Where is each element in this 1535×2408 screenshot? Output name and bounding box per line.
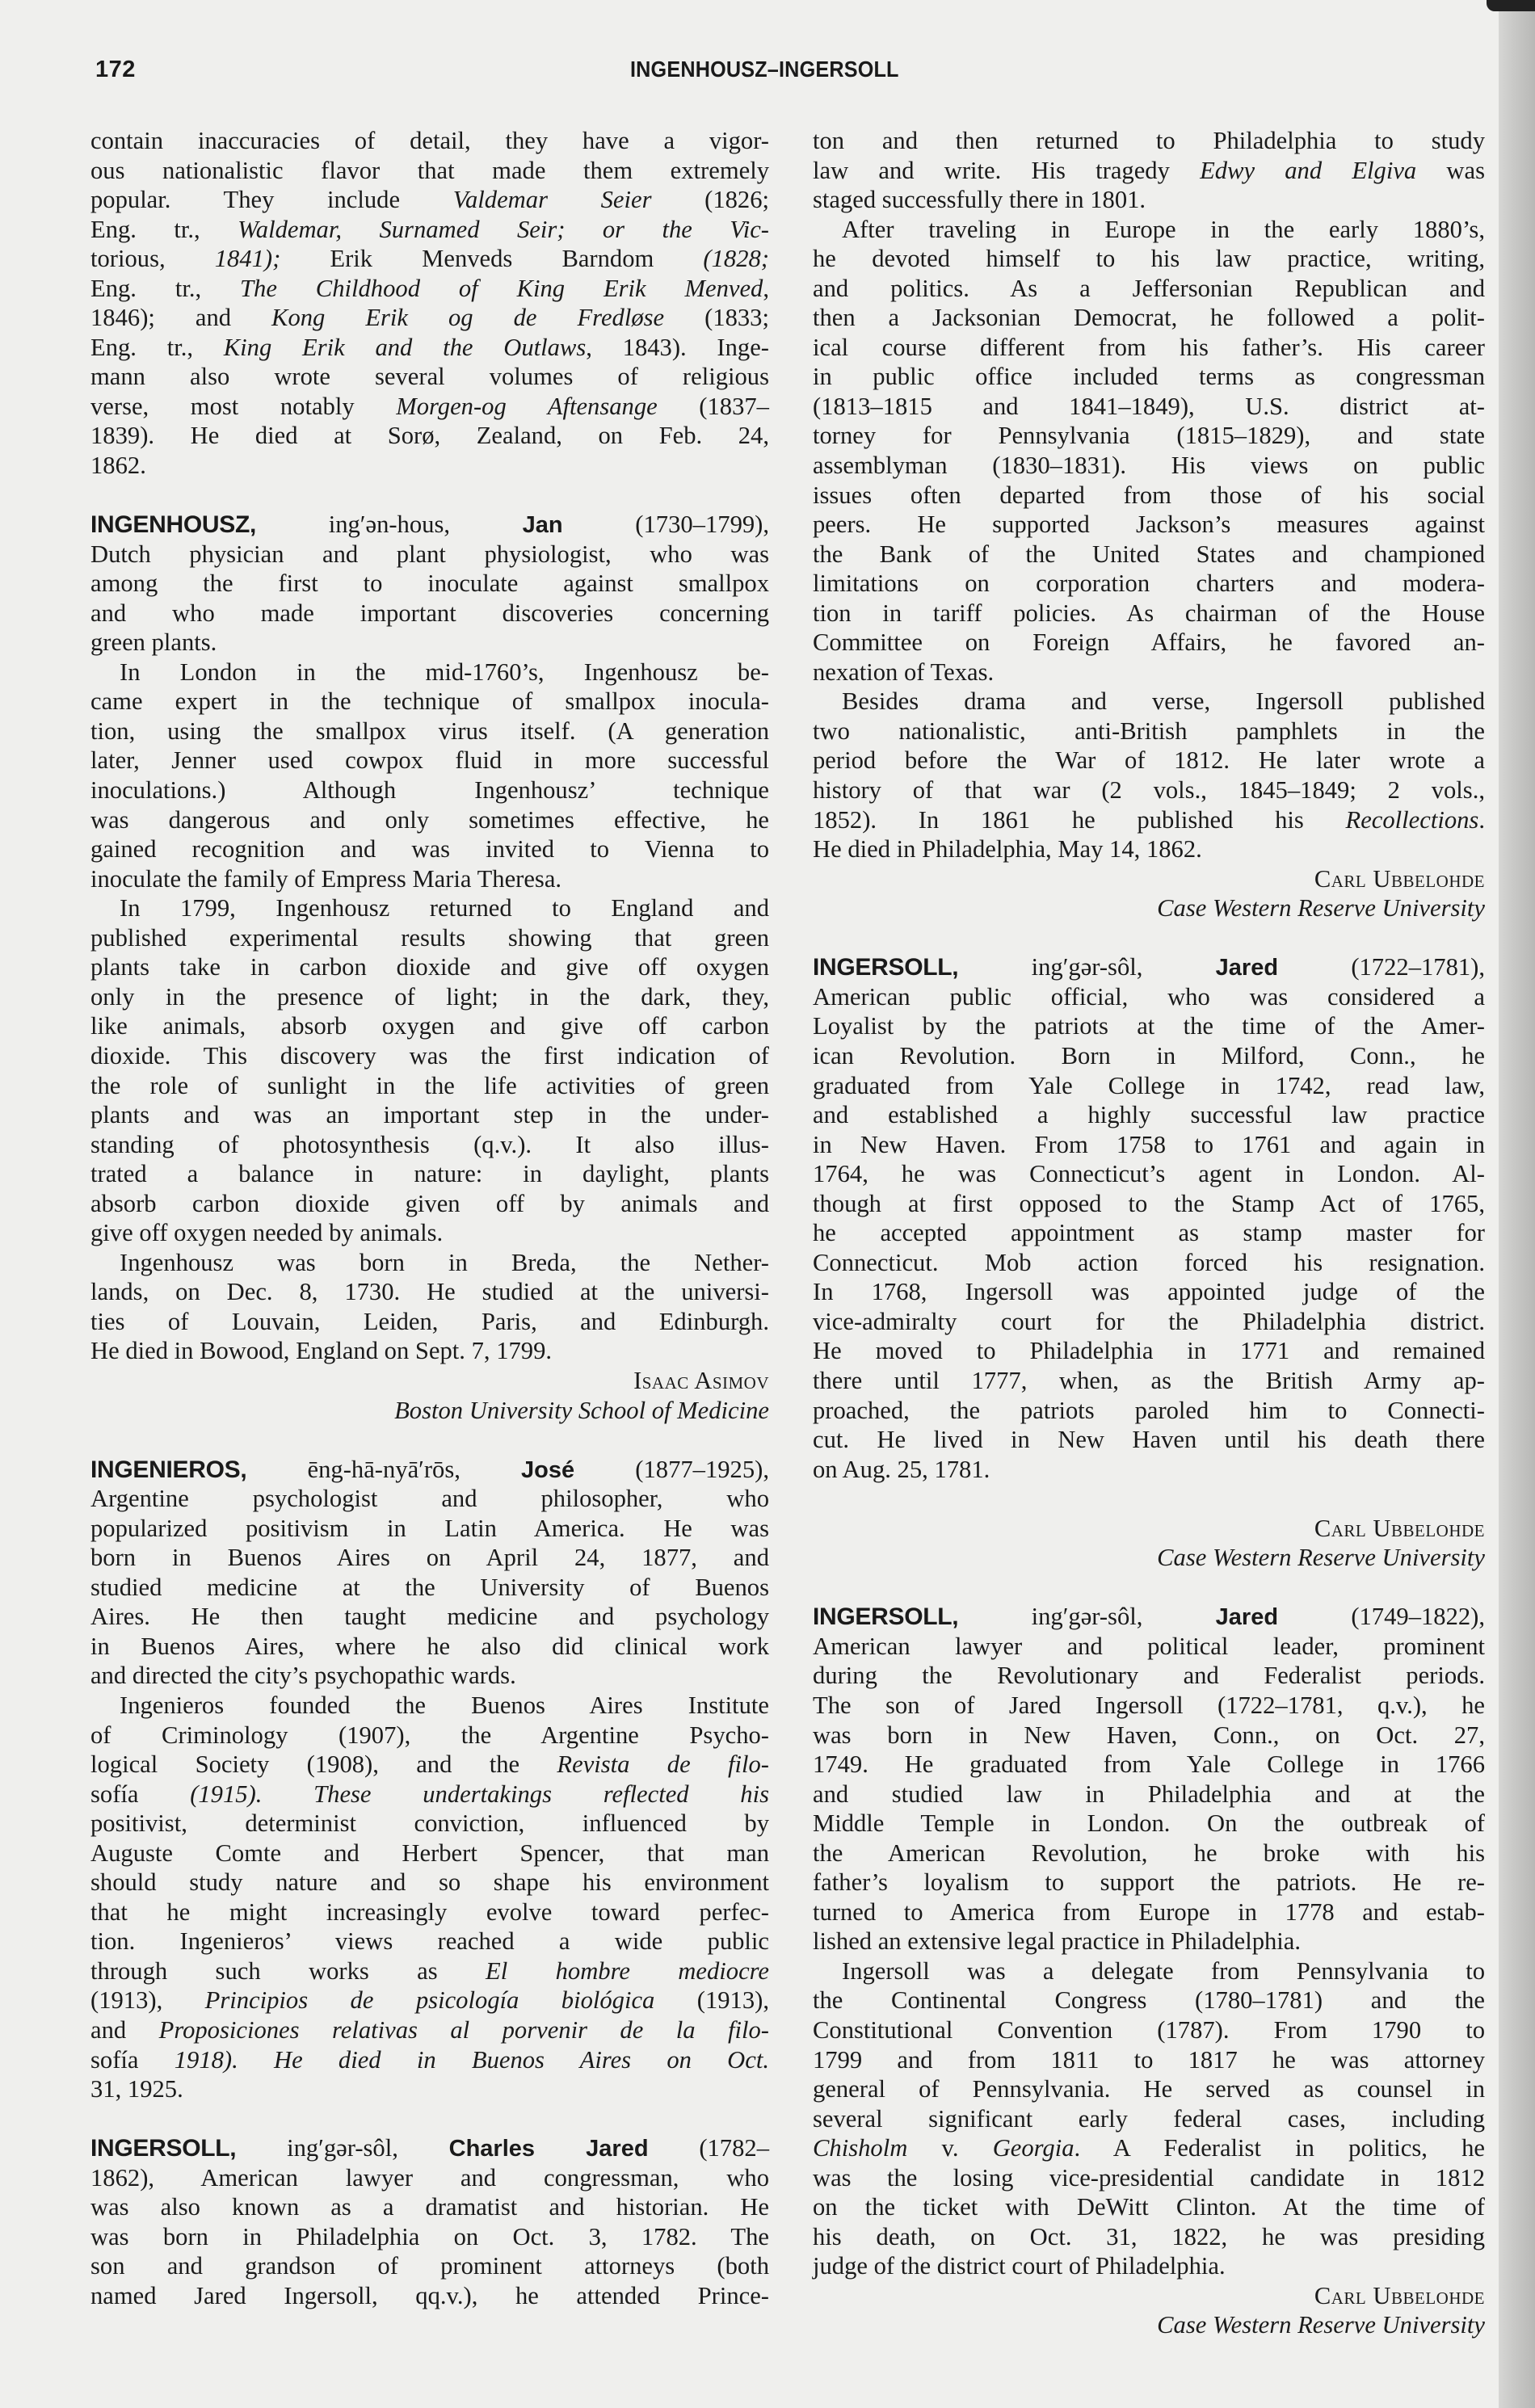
life-dates: (1782– — [699, 2134, 769, 2162]
given-name: Jared — [1215, 955, 1279, 981]
author-signature: Carl Ubbelohde — [1314, 864, 1485, 893]
pronunciation: ing′gər-sôl, — [287, 2134, 398, 2162]
life-dates: (1749–1822), — [1351, 1603, 1486, 1631]
text-line: plants and was an important step in the under- — [90, 1101, 769, 1129]
text-line: in New Haven. From 1758 to 1761 and again in — [813, 1130, 1485, 1158]
headword: INGENIEROS, — [90, 1456, 247, 1483]
text-line: vice-admiralty court for the Philadelphia district. — [813, 1307, 1485, 1335]
life-dates: (1877–1925), — [635, 1455, 769, 1483]
text-line: ical course different from his father’s. His career — [813, 333, 1485, 361]
text-line: dioxide. This discovery was the first indication of — [90, 1041, 769, 1070]
text-line: son and grandson of prominent attorneys (both — [90, 2252, 769, 2280]
text-line: assemblyman (1830–1831). His views on public — [813, 452, 1485, 480]
text-line: American lawyer and political leader, prominent — [813, 1632, 1485, 1660]
text-line: lished an extensive legal practice in Philadelphia. — [813, 1927, 1302, 1956]
text-line: standing of photosynthesis (q.v.). It also illus- — [90, 1130, 769, 1158]
headword: INGERSOLL, — [813, 954, 959, 981]
text-line: should study nature and so shape his environment — [90, 1868, 769, 1897]
text-line: torious, 1841); Erik Menveds Barndom (1828; — [90, 245, 769, 273]
text-line: Ingersoll was a delegate from Pennsylvania to — [842, 1956, 1485, 1985]
text-line: period before the War of 1812. He later wrote a — [813, 746, 1485, 775]
text-line: like animals, absorb oxygen and give off carbon — [90, 1012, 769, 1040]
page-number: 172 — [95, 57, 136, 82]
text-line: (1813–1815 and 1841–1849), U.S. district at- — [813, 392, 1485, 420]
author-affiliation: Case Western Reserve University — [1157, 2311, 1485, 2339]
text-line: then a Jacksonian Democrat, he followed a polit- — [813, 304, 1485, 332]
text-line: the Continental Congress (1780–1781) and the — [813, 1986, 1485, 2015]
text-line: Eng. tr., Waldemar, Surnamed Seir; or the Vic- — [90, 215, 769, 243]
text-line: later, Jenner used cowpox fluid in more successful — [90, 746, 769, 775]
text-line: Argentine psychologist and philosopher, who — [90, 1485, 769, 1513]
life-dates: (1722–1781), — [1351, 953, 1486, 981]
text-line: the role of sunlight in the life activities of green — [90, 1071, 769, 1099]
text-line: father’s loyalism to support the patriots. He re- — [813, 1868, 1485, 1897]
text-line: Middle Temple in London. On the outbreak of — [813, 1809, 1485, 1838]
text-line: there until 1777, when, as the British Army ap- — [813, 1366, 1485, 1394]
given-name: Charles Jared — [448, 2136, 649, 2162]
text-line: in Buenos Aires, where he also did clinical work — [90, 1632, 769, 1660]
pronunciation: ēng-hā-nyā′rōs, — [307, 1455, 460, 1483]
text-line: 1846); and Kong Erik og de Fredløse (1833; — [90, 304, 769, 332]
text-line: Constitutional Convention (1787). From 1790 to — [813, 2016, 1485, 2044]
text-line: inoculate the family of Empress Maria Theresa. — [90, 864, 562, 893]
pronunciation: ing′gər-sôl, — [1031, 1603, 1143, 1631]
entry-header — [813, 1602, 1485, 1632]
text-line: mann also wrote several volumes of religious — [90, 363, 769, 391]
entry-ingenhousz — [90, 510, 769, 1425]
text-line: ton and then returned to Philadelphia to study — [813, 127, 1485, 154]
author-affiliation: Case Western Reserve University — [1157, 1544, 1485, 1572]
pronunciation: ing′ən-hous, — [328, 511, 450, 539]
text-line: the Bank of the United States and championed — [813, 540, 1485, 568]
entry-body — [90, 1484, 769, 2103]
entry-ingenieros — [90, 1455, 769, 2104]
text-line: 31, 1925. — [90, 2075, 183, 2103]
text-line: nexation of Texas. — [813, 658, 995, 686]
text-line: proached, the patriots paroled him to Connecti- — [813, 1396, 1485, 1424]
text-line: on the ticket with DeWitt Clinton. At the time of — [813, 2193, 1485, 2221]
pronunciation: ing′gər-sôl, — [1031, 953, 1143, 981]
text-line: Aires. He then taught medicine and psychology — [90, 1603, 769, 1631]
text-line: came expert in the technique of smallpox inocula- — [90, 687, 769, 716]
text-line: inoculations.) Although Ingenhousz’ technique — [90, 776, 769, 805]
text-line: peers. He supported Jackson’s measures against — [813, 511, 1485, 539]
text-line: several significant early federal cases, including — [813, 2104, 1485, 2133]
scan-corner-shadow — [1487, 0, 1535, 11]
text-line: Chisholm v. Georgia. A Federalist in politics, he — [813, 2134, 1485, 2162]
text-line: trated a balance in nature: in daylight, plants — [90, 1160, 769, 1188]
author-signature: Carl Ubbelohde — [1314, 1514, 1485, 1542]
entry-ingersoll-jared-1722 — [813, 952, 1485, 1572]
author-affiliation: Case Western Reserve University — [1157, 894, 1485, 922]
text-line: he accepted appointment as stamp master for — [813, 1219, 1485, 1247]
running-head-title: INGENHOUSZ–INGERSOLL — [630, 57, 899, 82]
text-line: law and write. His tragedy Edwy and Elgiva was — [813, 156, 1485, 184]
text-line: his death, on Oct. 31, 1822, he was presiding — [813, 2222, 1485, 2250]
text-line: lands, on Dec. 8, 1730. He studied at the universi- — [90, 1278, 769, 1306]
text-line: 1852). In 1861 he published his Recollections. — [813, 805, 1485, 834]
text-line: general of Pennsylvania. He served as counsel in — [813, 2075, 1485, 2103]
text-line: and studied law in Philadelphia and at the — [813, 1780, 1485, 1808]
book-gutter-shadow — [1499, 0, 1535, 2408]
life-dates: (1730–1799), — [635, 511, 769, 539]
text-line: Eng. tr., The Childhood of King Erik Menved, — [90, 274, 769, 302]
text-line: was born in New Haven, Conn., on Oct. 27, — [813, 1721, 1485, 1749]
text-line: He died in Bowood, England on Sept. 7, 1799. — [90, 1337, 553, 1365]
entry-header — [90, 2133, 769, 2163]
text-line: Auguste Comte and Herbert Spencer, that man — [90, 1839, 769, 1867]
entry-header — [90, 510, 769, 540]
entry-ingersoll-jared-1749 — [813, 1602, 1485, 2340]
text-line: limitations on corporation charters and modera- — [813, 569, 1485, 598]
text-line: Besides drama and verse, Ingersoll published — [842, 687, 1485, 716]
text-line: Ingenieros founded the Buenos Aires Institute — [120, 1691, 769, 1719]
text-line: American public official, who was considered a — [813, 982, 1485, 1011]
text-line: issues often departed from those of his social — [813, 481, 1485, 509]
text-line: tion in tariff policies. As chairman of the House — [813, 599, 1485, 627]
text-line: in public office included terms as congressman — [813, 363, 1485, 391]
text-line: popularized positivism in Latin America. He was — [90, 1514, 769, 1542]
text-line: through such works as El hombre mediocre — [90, 1956, 769, 1985]
running-head — [95, 57, 1462, 89]
text-line: plants take in carbon dioxide and give off oxygen — [90, 953, 769, 981]
text-line: and politics. As a Jeffersonian Republican and — [813, 274, 1485, 302]
headword: INGERSOLL, — [813, 1603, 959, 1631]
entry-body — [90, 2163, 769, 2311]
text-line: studied medicine at the University of Buenos — [90, 1573, 769, 1601]
text-line: sofía (1915). These undertakings reflected his — [90, 1780, 769, 1808]
text-line: He moved to Philadelphia in 1771 and remained — [813, 1337, 1485, 1365]
entry-ingersoll-charles-jared-continued — [813, 126, 1485, 923]
text-line: Loyalist by the patriots at the time of the Amer- — [813, 1012, 1485, 1040]
author-signature: Carl Ubbelohde — [1314, 2281, 1485, 2309]
text-line: He died in Philadelphia, May 14, 1862. — [813, 835, 1202, 864]
author-signature: Isaac Asimov — [633, 1366, 769, 1394]
text-line: In 1768, Ingersoll was appointed judge of the — [813, 1278, 1485, 1306]
text-line: that he might increasingly evolve toward perfec- — [90, 1897, 769, 1926]
text-line: was the losing vice-presidential candidate in 1812 — [813, 2163, 1485, 2192]
continued-entry — [90, 126, 769, 481]
text-line: two nationalistic, anti-British pamphlets in the — [813, 717, 1485, 745]
headword: INGENHOUSZ, — [90, 511, 257, 539]
text-line: sofía 1918). He died in Buenos Aires on Oct. — [90, 2045, 769, 2074]
text-line: tion. Ingenieros’ views reached a wide public — [90, 1927, 769, 1956]
text-line: verse, most notably Morgen-og Aftensange (1837– — [90, 392, 769, 420]
text-line: 1799 and from 1811 to 1817 he was attorney — [813, 2045, 1485, 2074]
text-line: 1839). He died at Sorø, Zealand, on Feb. 24, — [90, 422, 769, 450]
text-line: give off oxygen needed by animals. — [90, 1219, 444, 1247]
text-line: and Proposiciones relativas al porvenir de la filo- — [90, 2016, 769, 2044]
text-line: ties of Louvain, Leiden, Paris, and Edinburgh. — [90, 1307, 769, 1335]
headword: INGERSOLL, — [90, 2135, 237, 2162]
given-name: Jared — [1215, 1604, 1279, 1631]
text-line: popular. They include Valdemar Seier (1826; — [90, 186, 770, 214]
given-name: Jan — [522, 512, 563, 539]
text-line: during the Revolutionary and Federalist periods. — [813, 1662, 1485, 1690]
text-line: staged successfully there in 1801. — [813, 186, 1146, 214]
text-line: In London in the mid-1760’s, Ingenhousz be- — [120, 658, 769, 686]
text-line: only in the presence of light; in the dark, they, — [90, 982, 769, 1011]
text-line: and directed the city’s psychopathic wards. — [90, 1662, 516, 1690]
text-line: 1862), American lawyer and congressman, who — [90, 2163, 769, 2192]
text-line: he devoted himself to his law practice, writing, — [813, 245, 1485, 273]
text-line: Committee on Foreign Affairs, he favored an- — [813, 628, 1485, 657]
text-line: 1862. — [90, 452, 146, 480]
entry-body — [813, 1632, 1485, 2281]
entry-body — [813, 982, 1485, 1484]
given-name: José — [521, 1456, 575, 1483]
text-line: among the first to inoculate against smallpox — [90, 569, 769, 598]
text-line: ous nationalistic flavor that made them extremely — [90, 156, 769, 184]
text-line: absorb carbon dioxide given off by animals and — [90, 1189, 769, 1217]
text-line: tion, using the smallpox virus itself. (A generation — [90, 717, 769, 745]
entry-body — [813, 126, 1485, 864]
text-line: judge of the district court of Philadelphia. — [813, 2252, 1226, 2280]
text-line: positivist, determinist conviction, influenced by — [90, 1809, 769, 1838]
text-line: (1913), Principios de psicología biológica (1913), — [90, 1986, 769, 2015]
text-line: cut. He lived in New Haven until his death there — [813, 1426, 1485, 1454]
entry-header — [90, 1455, 769, 1485]
entry-ingersoll-charles-jared — [90, 2133, 769, 2310]
text-line: 1764, he was Connecticut’s agent in London. Al- — [813, 1160, 1485, 1188]
text-line: gained recognition and was invited to Vienna to — [90, 835, 769, 864]
text-line: though at first opposed to the Stamp Act of 1765, — [813, 1189, 1485, 1217]
text-line: history of that war (2 vols., 1845–1849; 2 vols., — [813, 776, 1485, 805]
text-line: In 1799, Ingenhousz returned to England and — [120, 894, 769, 922]
text-line: the American Revolution, he broke with his — [813, 1839, 1485, 1867]
text-line: and established a highly successful law practice — [813, 1101, 1485, 1129]
text-line: graduated from Yale College in 1742, read law, — [813, 1071, 1485, 1099]
text-line: ican Revolution. Born in Milford, Conn., he — [813, 1041, 1485, 1070]
text-line: turned to America from Europe in 1778 and estab- — [813, 1897, 1485, 1926]
text-line: of Criminology (1907), the Argentine Psycho- — [90, 1721, 769, 1749]
text-line: was dangerous and only sometimes effective, he — [90, 805, 769, 834]
text-line: The son of Jared Ingersoll (1722–1781, q.v.), he — [813, 1691, 1485, 1719]
text-line: Dutch physician and plant physiologist, who was — [90, 540, 769, 568]
entry-header — [813, 952, 1485, 982]
text-line: was born in Philadelphia on Oct. 3, 1782. The — [90, 2222, 769, 2250]
text-line: Ingenhousz was born in Breda, the Nether- — [120, 1248, 769, 1276]
text-line: born in Buenos Aires on April 24, 1877, and — [90, 1544, 769, 1572]
author-affiliation: Boston University School of Medicine — [394, 1396, 769, 1424]
text-line: logical Society (1908), and the Revista de filo- — [90, 1750, 769, 1779]
text-line: After traveling in Europe in the early 1880’s, — [842, 215, 1485, 243]
entry-body — [90, 540, 769, 1366]
text-line: 1749. He graduated from Yale College in 1766 — [813, 1750, 1485, 1779]
text-line: named Jared Ingersoll, qq.v.), he attended Prince- — [90, 2281, 769, 2309]
text-line: was also known as a dramatist and historian. He — [90, 2193, 769, 2221]
right-column — [813, 126, 1485, 2340]
text-line: and who made important discoveries concerning — [90, 599, 769, 627]
text-line: green plants. — [90, 628, 217, 657]
text-line: Connecticut. Mob action forced his resignation. — [813, 1248, 1485, 1276]
text-line: torney for Pennsylvania (1815–1829), and state — [813, 422, 1485, 450]
text-line: Eng. tr., King Erik and the Outlaws, 1843). Inge- — [90, 333, 769, 361]
text-line: on Aug. 25, 1781. — [813, 1455, 990, 1483]
text-line: published experimental results showing that green — [90, 923, 769, 952]
left-column — [90, 126, 769, 2310]
text-line: contain inaccuracies of detail, they have a vigor- — [90, 127, 769, 154]
